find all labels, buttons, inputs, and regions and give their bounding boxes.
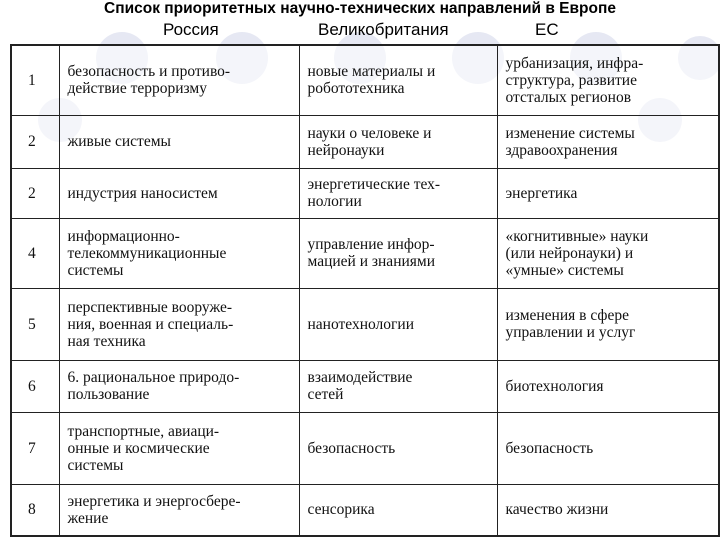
cell-text: изменения в сфере управлении и услуг [505,307,636,341]
cell-text: безопасность [307,439,396,457]
table-row [11,218,719,288]
eu-cell [497,288,719,360]
cell-text: сенсорика [307,501,375,519]
column-header-eu: ЕС [535,20,559,39]
cell-text: безопасность [505,439,594,457]
uk-cell [299,45,497,115]
column-header-uk: Великобритания [318,20,449,39]
row-number: 6 [11,360,59,412]
table-row [11,45,719,115]
row-number: 7 [11,412,59,484]
uk-cell [299,412,497,484]
row-number: 2 [11,115,59,168]
cell-text: живые системы [67,133,171,150]
uk-cell [299,115,497,168]
eu-cell [497,218,719,288]
row-number: 2 [11,168,59,218]
column-header-russia: Россия [163,20,219,39]
russia-cell [59,484,299,536]
russia-cell [59,412,299,484]
row-number: 4 [11,218,59,288]
eu-cell [497,115,719,168]
table-row [11,412,719,484]
russia-cell [59,360,299,412]
cell-text: безопасность и противо- действие терроризму [67,63,231,98]
cell-text: индустрия наносистем [67,184,218,202]
page-title: Список приоритетных научно-технических направлений в Европе [104,0,616,17]
cell-text: управление инфор- мацией и знаниями [307,236,436,270]
row-number: 5 [11,288,59,360]
russia-cell [59,288,299,360]
eu-cell [497,45,719,115]
row-number: 1 [11,45,59,115]
cell-text: взаимодействие сетей [307,369,413,403]
cell-text: транспортные, авиаци- онные и космические системы [67,422,220,474]
uk-cell [299,218,497,288]
cell-text: 6. рациональное природо- пользование [67,369,240,403]
cell-text: качество жизни [505,501,609,519]
russia-cell [59,45,299,115]
uk-cell [299,484,497,536]
cell-text: биотехнология [505,377,604,395]
cell-text: новые материалы и робототехника [307,63,436,98]
row-number: 8 [11,484,59,536]
russia-cell [59,115,299,168]
table-row [11,360,719,412]
cell-text: науки о человеке и нейронауки [307,124,432,159]
uk-cell [299,168,497,218]
table-row [11,484,719,536]
cell-text: информационно- телекоммуникационные системы [67,227,227,279]
cell-text: энергетика и энергосбере- жение [67,492,241,527]
table-row [11,288,719,360]
cell-text: нанотехнологии [307,315,414,333]
uk-cell [299,288,497,360]
cell-text: энергетика [505,184,578,202]
cell-text: перспективные вооруже- ния, военная и специаль- ная техника [67,298,234,350]
cell-text: изменение системы здравоохранения [505,124,635,159]
eu-cell [497,360,719,412]
russia-cell [59,168,299,218]
cell-text: урбанизация, инфра- структура, развитие отсталых регионов [505,54,644,106]
priority-table [10,44,720,537]
cell-text: энергетические тех- нологии [307,176,441,210]
eu-cell [497,412,719,484]
cell-text: «когнитивные» науки (или нейронауки) и «умные» системы [505,227,649,279]
eu-cell [497,168,719,218]
eu-cell [497,484,719,536]
uk-cell [299,360,497,412]
russia-cell [59,218,299,288]
table-row [11,115,719,168]
table-row [11,168,719,218]
